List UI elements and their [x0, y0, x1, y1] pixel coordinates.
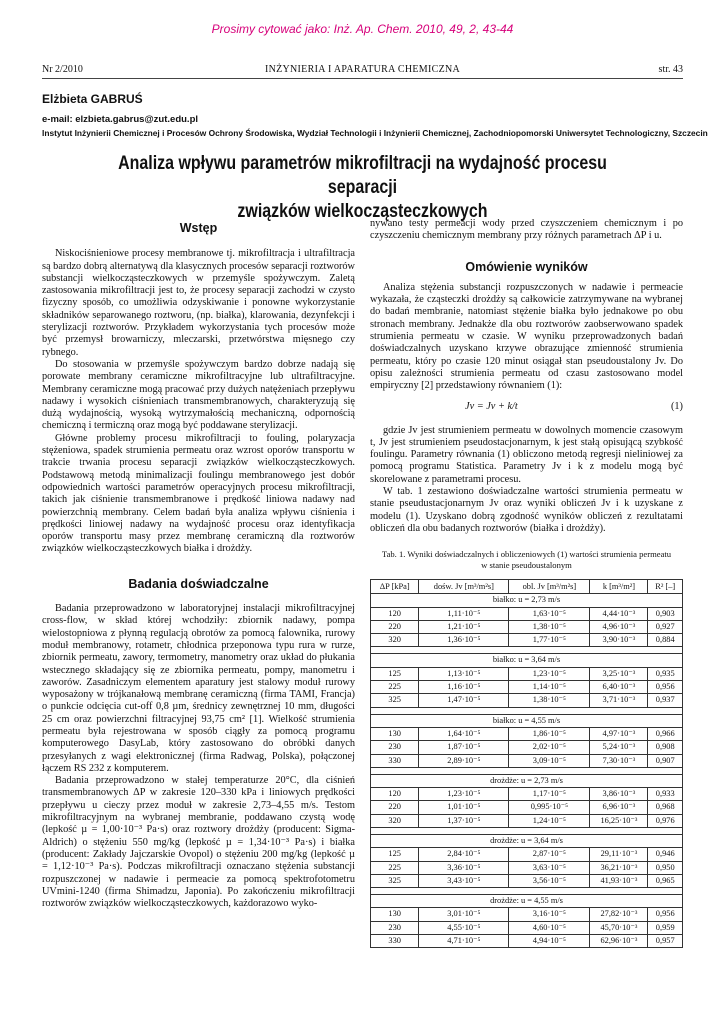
table-row: [371, 607, 683, 620]
table-cell: 0,959: [648, 921, 683, 934]
table-cell: 1,77·10⁻⁵: [509, 634, 590, 647]
table-group-row: [371, 594, 683, 607]
table-cell: 0,903: [648, 607, 683, 620]
table-caption-line-2: w stanie pseudoustalonym: [481, 560, 572, 571]
table-cell: 0,933: [648, 788, 683, 801]
table-cell: 130: [371, 908, 419, 921]
equation-number: (1): [670, 400, 683, 412]
table-group-row: [371, 654, 683, 667]
table-cell: 3,16·10⁻⁵: [509, 908, 590, 921]
table-cell: 4,96·10⁻³: [590, 620, 648, 633]
table-cell: 120: [371, 788, 419, 801]
table-row: [371, 848, 683, 861]
table-cell: 320: [371, 814, 419, 827]
results-paragraph-3: W tab. 1 zestawiono doświadczalne wartości strumienia permeatu w stanie pseudustacjonarnym Jv oraz wyniki obliczeń Jv i k uzyskane z modelu (1). Uzyskano dobrą zgodność wyników obliczeń z rezultatami obliczeń dla obu badanych roztworów (białka i drożdży).: [370, 486, 683, 534]
table-header-cell: obl. Jv [m³/m²s]: [509, 580, 590, 594]
table-row: [371, 874, 683, 887]
table-cell: 4,55·10⁻⁵: [419, 921, 509, 934]
table-cell: 3,56·10⁻⁵: [509, 874, 590, 887]
table-cell: 320: [371, 634, 419, 647]
table-cell: 220: [371, 620, 419, 633]
table-group-row: [371, 714, 683, 727]
table-cell: 1,86·10⁻⁵: [509, 727, 590, 740]
author-email[interactable]: e-mail: elzbieta.gabrus@zut.edu.pl: [42, 114, 199, 125]
table-row: [371, 741, 683, 754]
table-cell: 120: [371, 607, 419, 620]
issue-number: Nr 2/2010: [42, 64, 83, 75]
table-cell: 1,13·10⁻⁵: [419, 667, 509, 680]
journal-name: INŻYNIERIA I APARATURA CHEMICZNA: [264, 64, 461, 75]
intro-paragraph-3: Główne problemy procesu mikrofiltracji to fouling, polaryzacja stężeniowa, spadek strumienia permeatu oraz wzrost oporów transportu w trakcie trwania procesu separacji związków wielkocząsteczkowych. Podstawową metodą minimalizacji foulingu membranowego jest dobór odpowiednich wartości parametrów operacyjnych procesu mikrofiltracji, takich jak ciśnienie transmembranowe i prędkość liniowa nadawy nad powierzchnią membrany. Celem badań była analiza wpływu ciśnienia i prędkości liniowej nadawy na wydajność procesu oraz identyfikacja oporów transportu masy przez membranę ceramiczną dla roztworów związków wielkocząsteczkowych białka i drożdży.: [42, 432, 355, 555]
table-cell: 36,21·10⁻³: [590, 861, 648, 874]
table-cell: 125: [371, 848, 419, 861]
table-row: [371, 814, 683, 827]
table-cell: 6,40·10⁻³: [590, 681, 648, 694]
table-group-label: białko: u = 3,64 m/s: [371, 654, 683, 667]
table-cell: 16,25·10⁻³: [590, 814, 648, 827]
table-cell: 3,01·10⁻⁵: [419, 908, 509, 921]
table-cell: 45,70·10⁻³: [590, 921, 648, 934]
table-group-row: [371, 774, 683, 787]
table-cell: 1,11·10⁻⁵: [419, 607, 509, 620]
table-row: [371, 694, 683, 707]
results-table: [370, 579, 683, 948]
table-cell: 0,950: [648, 861, 683, 874]
results-paragraph-1: Analiza stężenia substancji rozpuszczonych w nadawie i permeacie wykazała, że cząsteczki drożdży są całkowicie zatrzymywane na wybranej do badań membranie, natomiast stężenie białka było jednakowe po obu stronach membrany. Jednakże dla obu roztworów zaobserwowano spadek strumienia permeatu w czasie. W wyniku przeprowadzonych badań doświadczalnych uzyskano krzywe obrazujące zmienność strumienia permeatu, który po czasie 120 minut osiągał stan pseudoustalony Jv. Do opisu zależności strumienia permeatu od czasu zastosowano model empiryczny [2] przedstawiony równaniem (1):: [370, 281, 683, 392]
table-group-label: drożdże: u = 3,64 m/s: [371, 834, 683, 847]
table-cell: 1,23·10⁻⁵: [419, 788, 509, 801]
table-cell: 5,24·10⁻³: [590, 741, 648, 754]
experimental-paragraph-1: Badania przeprowadzono w laboratoryjnej instalacji mikrofiltracyjnej cross-flow, w skład której wchodziły: zbiornik nadawy, pompa wielostopniowa z płynną regulacją obrotów za pomocą falownika, rurowy moduł membranowy, rotametr, chłodnica przeponowa typu rura w rurze, zbiornik permeatu, zawory, termometry, manometry oraz układ do płukania wstecznego składający się ze zbiornika permeatu, pompy, manometru i zaworów. Zasadniczym elementem aparatury jest stalowy moduł rurowy wyposażony w trójkanałową membranę ceramiczną (firma TAMI, Francja) o punkcie odcięcia cut-off 0,8 µm, średnicy zewnętrznej 10 mm, długości 25 cm oraz powierzchni filtracyjnej 93,75 cm² [1]. Wielkość strumienia permeatu była rejestrowana w sposób ciągły za pomocą programu komputerowego DasyLab, który zastosowano do obróbki danych przesyłanych z wagi elektronicznej (firma Radwag, Polska), połączonej łączem RS 232 z komputerem.: [42, 603, 355, 774]
table-group-spacer: [371, 767, 683, 774]
table-cell: 225: [371, 681, 419, 694]
table-cell: 0,966: [648, 727, 683, 740]
paper-title: [93, 152, 631, 224]
table-cell: 27,82·10⁻³: [590, 908, 648, 921]
table-cell: 0,957: [648, 935, 683, 948]
table-group-label: drożdże: u = 2,73 m/s: [371, 774, 683, 787]
table-cell: 1,01·10⁻⁵: [419, 801, 509, 814]
table-header-cell: ΔP [kPa]: [371, 580, 419, 594]
table-cell: 2,84·10⁻⁵: [419, 848, 509, 861]
table-cell: 0,927: [648, 620, 683, 633]
table-cell: 4,44·10⁻³: [590, 607, 648, 620]
table-cell: 1,24·10⁻⁵: [509, 814, 590, 827]
table-cell: 0,937: [648, 694, 683, 707]
table-cell: 3,36·10⁻⁵: [419, 861, 509, 874]
table-cell: 0,935: [648, 667, 683, 680]
table-group-label: drożdże: u = 4,55 m/s: [371, 895, 683, 908]
table-cell: 230: [371, 921, 419, 934]
table-group-label: białko: u = 4,55 m/s: [371, 714, 683, 727]
table-cell: 0,995·10⁻⁵: [509, 801, 590, 814]
table-group-spacer: [371, 647, 683, 654]
table-group-row: [371, 895, 683, 908]
table-cell: 3,71·10⁻³: [590, 694, 648, 707]
table-cell: 4,60·10⁻⁵: [509, 921, 590, 934]
table-row: [371, 667, 683, 680]
table-cell: 1,38·10⁻⁵: [509, 694, 590, 707]
table-cell: 0,907: [648, 754, 683, 767]
table-cell: 0,908: [648, 741, 683, 754]
table-cell: 3,25·10⁻³: [590, 667, 648, 680]
table-cell: 1,21·10⁻⁵: [419, 620, 509, 633]
table-row: [371, 861, 683, 874]
table-cell: 125: [371, 667, 419, 680]
table-cell: 41,93·10⁻³: [590, 874, 648, 887]
table-row: [371, 935, 683, 948]
table-cell: 0,956: [648, 908, 683, 921]
table-cell: 2,02·10⁻⁵: [509, 741, 590, 754]
table-cell: 0,884: [648, 634, 683, 647]
table-cell: 3,09·10⁻⁵: [509, 754, 590, 767]
table-row: [371, 681, 683, 694]
table-cell: 1,64·10⁻⁵: [419, 727, 509, 740]
table-cell: 2,87·10⁻⁵: [509, 848, 590, 861]
table-cell: 3,43·10⁻⁵: [419, 874, 509, 887]
table-header-row: [371, 580, 683, 594]
table-header-cell: R² [–]: [648, 580, 683, 594]
table-cell: 6,96·10⁻³: [590, 801, 648, 814]
table-header-cell: dośw. Jv [m³/m²s]: [419, 580, 509, 594]
left-column: [42, 221, 355, 910]
table-cell: 230: [371, 741, 419, 754]
table-cell: 325: [371, 694, 419, 707]
table-cell: 4,97·10⁻³: [590, 727, 648, 740]
table-cell: 0,965: [648, 874, 683, 887]
equation-formula: Jv = Jv + k/t: [465, 400, 518, 412]
table-cell: 1,37·10⁻⁵: [419, 814, 509, 827]
table-cell: 0,946: [648, 848, 683, 861]
table-caption: [370, 549, 683, 571]
table-cell: 220: [371, 801, 419, 814]
table-group-spacer: [371, 827, 683, 834]
table-group-spacer: [371, 707, 683, 714]
table-cell: 2,89·10⁻⁵: [419, 754, 509, 767]
right-column: [370, 218, 683, 948]
table-group-row: [371, 834, 683, 847]
results-paragraph-2: gdzie Jv jest strumieniem permeatu w dowolnych momencie czasowym t, Jv jest strumieniem pseudostacjonarnym, k jest stałą opisującą szybkość foulingu. Parametry równania (1) obliczono metodą regresji nieliniowej za pomocą programu Statistica. Parametry Jv i k z modelu mogą być skorelowane z parametrami procesu.: [370, 424, 683, 485]
table-cell: 1,14·10⁻⁵: [509, 681, 590, 694]
table-cell: 0,956: [648, 681, 683, 694]
continuation-paragraph: nywano testy permeacji wody przed czyszczeniem chemicznym i po czyszczeniu chemicznym membrany przy różnych parametrach ΔP i u.: [370, 218, 683, 242]
table-cell: 1,23·10⁻⁵: [509, 667, 590, 680]
table-row: [371, 620, 683, 633]
table-cell: 330: [371, 935, 419, 948]
table-row: [371, 634, 683, 647]
table-cell: 330: [371, 754, 419, 767]
title-line-2: związków wielkocząsteczkowych: [237, 201, 488, 222]
table-group-label: białko: u = 2,73 m/s: [371, 594, 683, 607]
table-cell: 1,17·10⁻⁵: [509, 788, 590, 801]
table-cell: 1,63·10⁻⁵: [509, 607, 590, 620]
table-cell: 4,71·10⁻⁵: [419, 935, 509, 948]
section-heading-results: Omówienie wyników: [465, 259, 588, 274]
table-row: [371, 788, 683, 801]
table-row: [371, 921, 683, 934]
table-cell: 4,94·10⁻⁵: [509, 935, 590, 948]
table-row: [371, 908, 683, 921]
intro-paragraph-1: Niskociśnieniowe procesy membranowe tj. mikrofiltracja i ultrafiltracja są bardzo dobrą alternatywą dla klasycznych procesów separacji roztworów substancji wielkocząsteczkowych w przemyśle spożywczym. Zaletą zastosowania mikrofiltracji jest to, że procesy separacji zachodzi w czysto fizyczny sposób, co umożliwia odzyskiwanie i ponowne wykorzystanie składników separowanego roztworu, (np. białka), klarowania, dezynfekcji i sterylizacji roztworów. Przykładem wykorzystania tych procesów może być przemysł browarniczy, mleczarski, przetwórstwa mięsnego czy rybnego.: [42, 248, 355, 358]
table-cell: 0,976: [648, 814, 683, 827]
title-line-1: Analiza wpływu parametrów mikrofiltracji na wydajność procesu separacji: [118, 153, 607, 198]
table-group-spacer: [371, 888, 683, 895]
table-cell: 1,38·10⁻⁵: [509, 620, 590, 633]
author-affiliation: Instytut Inżynierii Chemicznej i Procesów Ochrony Środowiska, Wydział Technologii i Inżynierii Chemicznej, Zachodniopomorski Uniwersytet Technologiczny, Szczecin: [42, 128, 708, 138]
table-body: [371, 594, 683, 948]
header-rule: [42, 78, 683, 79]
table-cell: 7,30·10⁻³: [590, 754, 648, 767]
table-row: [371, 801, 683, 814]
experimental-paragraph-2: Badania przeprowadzono w stałej temperaturze 20°C, dla ciśnień transmembranowych ΔP w zakresie 120–330 kPa i liniowych prędkości przepływu u cieczy przez moduł w zakresie 2,73–4,55 m/s. Testom mikrofiltracyjnym na wybranej membranie, poddawano czystą wodę (lepkość µ = 1,00·10⁻³ Pa·s) oraz roztwory drożdży (producent: Sigma-Aldrich) o stężeniu 550 mg/kg (lepkość µ = 1,34·10⁻³ Pa·s) i białka (producent: Zakłady Jajczarskie Ovopol) o stężeniu 200 mg/kg (lepkość µ = 1,12·10⁻³ Pa·s). Podczas mikrofiltracji oznaczano stężenia substancji rozpuszczonej w nadawie i permeacie za pomocą spektrofotometru UVmini-1240 (firma Shimadzu, Japonia). Po zakończeniu mikrofiltracji roztworów związków wielkocząsteczkowych, każdorazowo wyko-: [42, 775, 355, 910]
section-heading-intro: Wstęp: [179, 221, 218, 235]
table-cell: 0,968: [648, 801, 683, 814]
section-heading-experimental: Badania doświadczalne: [128, 576, 269, 591]
intro-paragraph-2: Do stosowania w przemyśle spożywczym bardzo dobrze nadają się porowate membrany ceramiczne mikrofiltracyjne lub ultrafiltracyjne. Membrany ceramiczne mogą pracować przy dużych natężeniach przepływu nadawy i wysokich ciśnieniach transmembranowych, charakteryzują się dużą wydajnością, wysoką wytrzymałością mechaniczną, odpornością chemiczną i termiczną oraz mogą być poddawane sterylizacji.: [42, 358, 355, 432]
table-cell: 3,86·10⁻³: [590, 788, 648, 801]
table-caption-line-1: Tab. 1. Wyniki doświadczalnych i obliczeniowych (1) wartości strumienia permeatu: [381, 549, 672, 560]
table-cell: 1,16·10⁻⁵: [419, 681, 509, 694]
table-cell: 1,47·10⁻⁵: [419, 694, 509, 707]
table-row: [371, 727, 683, 740]
table-cell: 1,36·10⁻⁵: [419, 634, 509, 647]
table-header-cell: k [m³/m²]: [590, 580, 648, 594]
author-name: Elżbieta GABRUŚ: [42, 92, 143, 106]
equation-1: [370, 395, 683, 421]
table-cell: 3,90·10⁻³: [590, 634, 648, 647]
table-cell: 62,96·10⁻³: [590, 935, 648, 948]
page-number: str. 43: [658, 64, 683, 75]
table-cell: 3,63·10⁻⁵: [509, 861, 590, 874]
table-cell: 1,87·10⁻⁵: [419, 741, 509, 754]
table-cell: 225: [371, 861, 419, 874]
citation-note: Prosimy cytować jako: Inż. Ap. Chem. 2010, 49, 2, 43-44: [211, 22, 514, 36]
table-row: [371, 754, 683, 767]
table-cell: 325: [371, 874, 419, 887]
table-cell: 130: [371, 727, 419, 740]
table-cell: 29,11·10⁻³: [590, 848, 648, 861]
